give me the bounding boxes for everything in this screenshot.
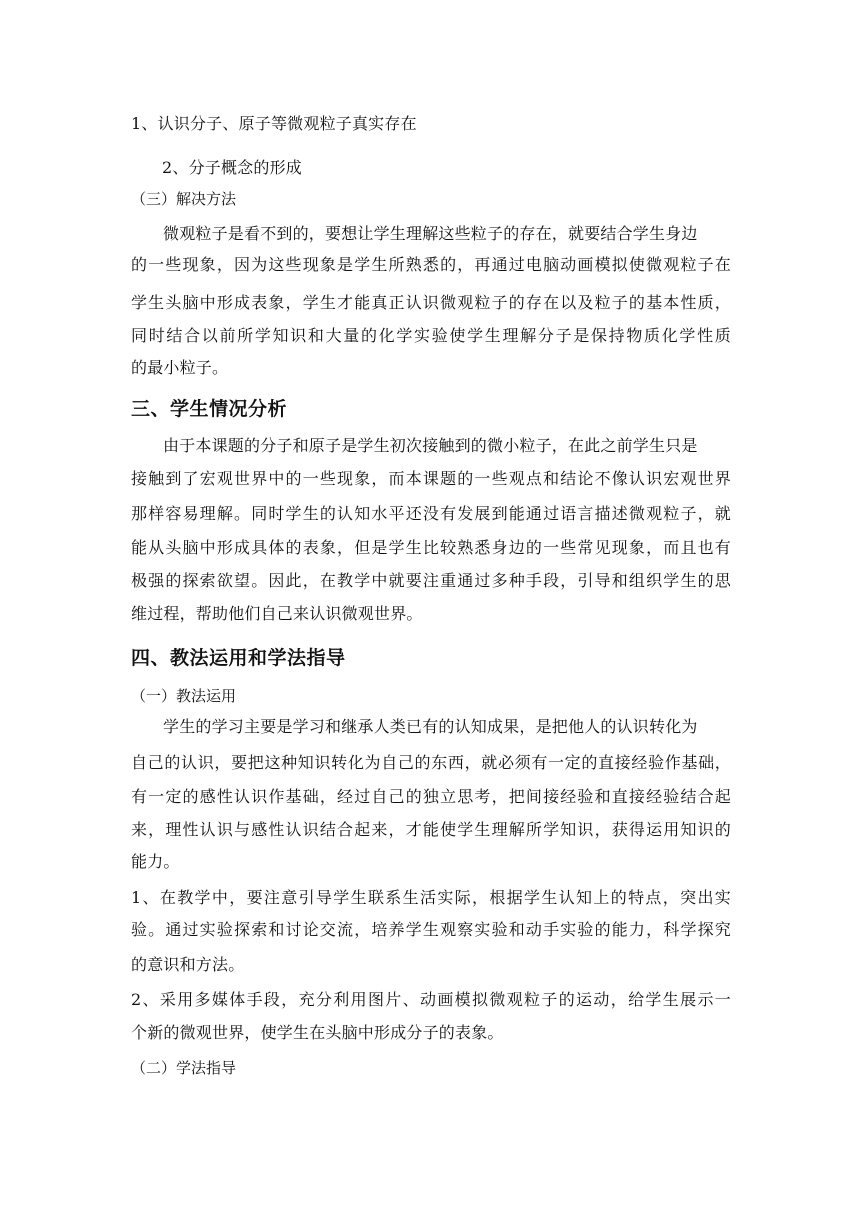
paragraph-line: 微观粒子是看不到的，要想让学生理解这些粒子的存在，就要结合学生身边 xyxy=(163,224,698,243)
paragraph-line: 那样容易理解。同时学生的认知水平还没有发展到能通过语言描述微观粒子，就 xyxy=(131,504,731,523)
paragraph-line: 的一些现象，因为这些现象是学生所熟悉的，再通过电脑动画模拟使微观粒子在 xyxy=(131,255,731,274)
list-item: 验。通过实验探索和讨论交流，培养学生观察实验和动手实验的能力，科学探究 xyxy=(131,920,731,939)
paragraph-line: 学生头脑中形成表象，学生才能真正认识微观粒子的存在以及粒子的基本性质， xyxy=(131,293,731,312)
paragraph-line: 有一定的感性认识作基础，经过自己的独立思考，把间接经验和直接经验结合起 xyxy=(131,787,731,806)
paragraph-line: 的最小粒子。 xyxy=(131,358,229,377)
list-item: 的意识和方法。 xyxy=(131,955,245,974)
paragraph-line: 维过程，帮助他们自己来认识微观世界。 xyxy=(131,604,423,623)
paragraph-line: 来，理性认识与感性认识结合起来，才能使学生理解所学知识，获得运用知识的 xyxy=(131,820,731,839)
paragraph-line: 能从头脑中形成具体的表象，但是学生比较熟悉身边的一些常见现象，而且也有 xyxy=(131,538,731,557)
subsection-title: （一）教法运用 xyxy=(131,687,237,705)
list-item: 2、分子概念的形成 xyxy=(162,158,302,177)
list-item: 1、认识分子、原子等微观粒子真实存在 xyxy=(131,114,417,133)
paragraph-line: 同时结合以前所学知识和大量的化学实验使学生理解分子是保持物质化学性质 xyxy=(131,326,731,345)
list-item: 个新的微观世界，使学生在头脑中形成分子的表象。 xyxy=(131,1023,504,1042)
subsection-title: （三）解决方法 xyxy=(131,190,237,208)
paragraph-line: 极强的探索欲望。因此，在教学中就要注重通过多种手段，引导和组织学生的思 xyxy=(131,571,731,590)
paragraph-line: 由于本课题的分子和原子是学生初次接触到的微小粒子，在此之前学生只是 xyxy=(163,436,698,455)
list-item: 2、采用多媒体手段，充分利用图片、动画模拟微观粒子的运动，给学生展示一 xyxy=(131,990,731,1009)
paragraph-line: 接触到了宏观世界中的一些现象，而本课题的一些观点和结论不像认识宏观世界 xyxy=(131,469,731,488)
subsection-title: （二）学法指导 xyxy=(131,1059,237,1077)
paragraph-line: 能力。 xyxy=(131,852,180,871)
paragraph-line: 自己的认识，要把这种知识转化为自己的东西，就必须有一定的直接经验作基础， xyxy=(131,753,731,772)
list-item: 1、在教学中，要注意引导学生联系生活实际，根据学生认知上的特点，突出实 xyxy=(131,888,731,907)
section-heading: 四、教法运用和学法指导 xyxy=(131,647,346,669)
paragraph-line: 学生的学习主要是学习和继承人类已有的认知成果，是把他人的认识转化为 xyxy=(163,717,698,736)
section-heading: 三、学生情况分析 xyxy=(131,398,288,420)
